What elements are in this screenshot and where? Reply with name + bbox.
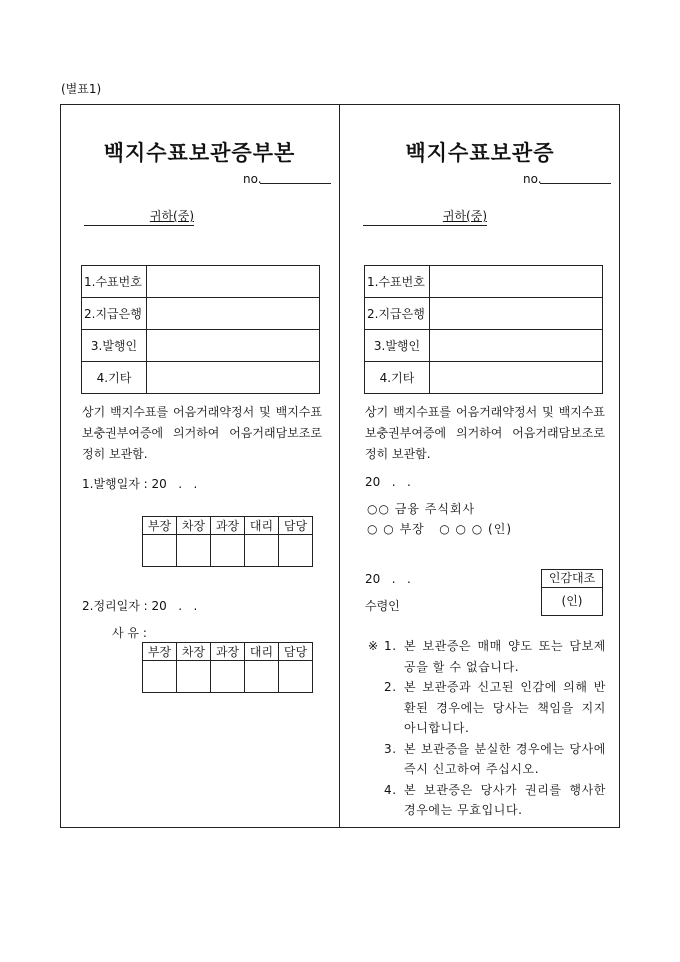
seal-value: (인) bbox=[561, 594, 583, 608]
seal-box bbox=[541, 569, 603, 616]
right-no-label: no. bbox=[523, 172, 542, 186]
approval-header: 담당 bbox=[279, 517, 313, 535]
approval-cell bbox=[245, 535, 279, 567]
approval-header: 부장 bbox=[143, 517, 177, 535]
right-row-label: 2.지급은행 bbox=[365, 298, 430, 330]
note-text: 본 보관증은 당사가 권리를 행사한 경우에는 무효입니다. bbox=[404, 782, 606, 817]
approval-cell bbox=[211, 661, 245, 693]
approval-cell bbox=[245, 661, 279, 693]
left-row-value bbox=[147, 362, 320, 394]
left-row-label: 3.발행인 bbox=[82, 330, 147, 362]
left-row-value bbox=[147, 330, 320, 362]
note-text: 본 보관증과 신고된 인감에 의해 반환된 경우에는 당사는 책임을 지지 아니합니다. bbox=[404, 680, 606, 735]
approval-header: 부장 bbox=[143, 643, 177, 661]
right-row-label: 4.기타 bbox=[365, 362, 430, 394]
left-row-label: 4.기타 bbox=[82, 362, 147, 394]
right-company: ○○ 금융 주식회사 bbox=[367, 502, 476, 516]
seal-header: 인감대조 bbox=[542, 570, 602, 588]
left-paragraph: 상기 백지수표를 어음거래약정서 및 백지수표보충권부여증에 의거하여 어음거래담보조로 정히 보관함. bbox=[82, 405, 322, 461]
right-row-label: 1.수표번호 bbox=[365, 266, 430, 298]
center-divider bbox=[339, 104, 340, 828]
notes-mark: ※ bbox=[368, 639, 379, 653]
right-info-table bbox=[364, 265, 603, 394]
note-number: 4. bbox=[384, 782, 397, 797]
approval-cell bbox=[177, 661, 211, 693]
approval-cell bbox=[177, 535, 211, 567]
note-item bbox=[384, 780, 606, 821]
approval-cell bbox=[143, 661, 177, 693]
right-row-value bbox=[430, 298, 603, 330]
left-issue-date: 1.발행일자 : 20 . . bbox=[82, 477, 198, 491]
approval-header: 대리 bbox=[245, 517, 279, 535]
left-info-table bbox=[81, 265, 320, 394]
right-manager: ○ ○ 부장 ○ ○ ○ (인) bbox=[367, 522, 513, 536]
right-receiver-label: 수령인 bbox=[365, 599, 400, 613]
note-item bbox=[384, 739, 606, 780]
note-text: 본 보관증은 매매 양도 또는 담보제공을 할 수 없습니다. bbox=[404, 639, 606, 674]
left-no-label: no. bbox=[243, 172, 262, 186]
note-text: 본 보관증을 분실한 경우에는 당사에 즉시 신고하여 주십시오. bbox=[404, 741, 606, 776]
approval-header: 과장 bbox=[211, 643, 245, 661]
approval-header: 차장 bbox=[177, 643, 211, 661]
approval-cell bbox=[279, 661, 313, 693]
approval-cell bbox=[279, 535, 313, 567]
left-settle-date: 2.정리일자 : 20 . . bbox=[82, 599, 198, 613]
left-no-line bbox=[260, 183, 331, 184]
right-no-line bbox=[540, 183, 611, 184]
notes-list bbox=[384, 636, 606, 821]
left-approval-table-2 bbox=[142, 642, 313, 693]
approval-header: 차장 bbox=[177, 517, 211, 535]
right-row-value bbox=[430, 266, 603, 298]
left-title: 백지수표보관증부본 bbox=[103, 140, 296, 165]
approval-header: 대리 bbox=[245, 643, 279, 661]
right-addressee: 귀하(중) bbox=[363, 207, 487, 226]
approval-cell bbox=[211, 535, 245, 567]
approval-header: 담당 bbox=[279, 643, 313, 661]
note-number: 1. bbox=[384, 639, 397, 653]
right-row-label: 3.발행인 bbox=[365, 330, 430, 362]
right-paragraph: 상기 백지수표를 어음거래약정서 및 백지수표보충권부여증에 의거하여 어음거래담보조로 정히 보관함. bbox=[365, 405, 605, 461]
approval-cell bbox=[143, 535, 177, 567]
right-title: 백지수표보관증 bbox=[405, 140, 555, 165]
right-row-value bbox=[430, 330, 603, 362]
left-approval-table-1 bbox=[142, 516, 313, 567]
right-row-value bbox=[430, 362, 603, 394]
left-addressee: 귀하(중) bbox=[84, 207, 194, 226]
note-item bbox=[384, 677, 606, 739]
left-row-value bbox=[147, 298, 320, 330]
right-date2: 20 . . bbox=[365, 572, 411, 586]
note-number: 2. bbox=[384, 680, 397, 694]
approval-header: 과장 bbox=[211, 517, 245, 535]
left-row-label: 2.지급은행 bbox=[82, 298, 147, 330]
left-row-value bbox=[147, 266, 320, 298]
right-date: 20 . . bbox=[365, 475, 411, 489]
note-item bbox=[384, 636, 606, 677]
left-reason-label: 사 유 : bbox=[112, 626, 147, 640]
annex-label: (별표1) bbox=[61, 82, 102, 96]
note-number: 3. bbox=[384, 741, 397, 756]
left-row-label: 1.수표번호 bbox=[82, 266, 147, 298]
